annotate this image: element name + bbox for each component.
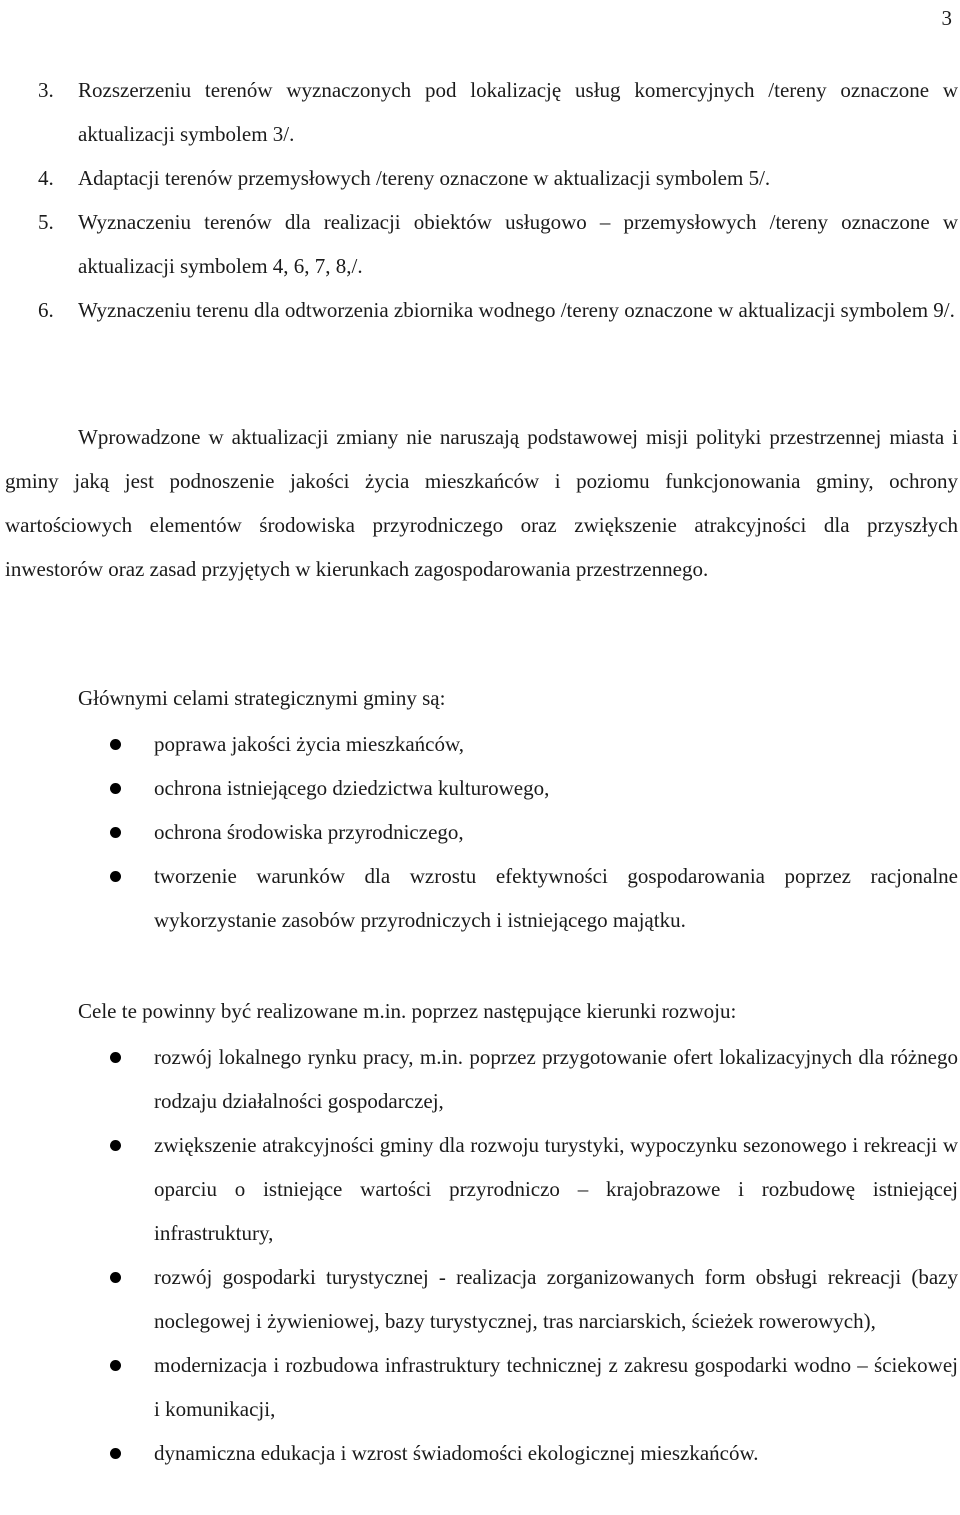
bullet-icon bbox=[110, 1272, 121, 1283]
numbered-list bbox=[0, 68, 960, 332]
item-number: 5. bbox=[38, 210, 54, 234]
list-item bbox=[0, 810, 960, 854]
body-paragraph: Wprowadzone w aktualizacji zmiany nie naruszają podstawowej misji polityki przestrzennej miasta i gminy jaką jest podnoszenie jakości życia mieszkańców i poziomu funkcjonowania gminy, ochrony wartościowych elementów środowiska przyrodniczego oraz zwiększenie atrakcyjności dla przyszłych inwestorów oraz zasad przyjętych w kierunkach zagospodarowania przestrzennego. bbox=[5, 425, 958, 581]
list-item bbox=[0, 1255, 960, 1343]
list-item-text: modernizacja i rozbudowa infrastruktury technicznej z zakresu gospodarki wodno – ściekowej i komunikacji, bbox=[154, 1353, 958, 1421]
list-item bbox=[0, 722, 960, 766]
item-number: 4. bbox=[38, 166, 54, 190]
list-item-text: ochrona środowiska przyrodniczego, bbox=[154, 820, 464, 844]
item-number: 3. bbox=[38, 78, 54, 102]
list-item-text: rozwój lokalnego rynku pracy, m.in. poprzez przygotowanie ofert lokalizacyjnych dla różnego rodzaju działalności gospodarczej, bbox=[154, 1045, 958, 1113]
bullet-icon bbox=[110, 1052, 121, 1063]
bullet-icon bbox=[110, 1448, 121, 1459]
numbered-item bbox=[0, 200, 960, 288]
item-text: Wyznaczeniu terenu dla odtworzenia zbiornika wodnego /tereny oznaczone w aktualizacji symbolem 9/. bbox=[78, 298, 955, 322]
bullet-icon bbox=[110, 1360, 121, 1371]
page-number: 3 bbox=[941, 6, 952, 30]
item-text: Wyznaczeniu terenów dla realizacji obiektów usługowo – przemysłowych /tereny oznaczone w aktualizacji symbolem 4, 6, 7, 8,/. bbox=[78, 210, 958, 278]
list-item bbox=[0, 1431, 960, 1475]
bullet-icon bbox=[110, 739, 121, 750]
list-item bbox=[0, 1035, 960, 1123]
goals-list bbox=[0, 722, 960, 942]
list-item-text: poprawa jakości życia mieszkańców, bbox=[154, 732, 465, 756]
list-item-text: rozwój gospodarki turystycznej - realizacja zorganizowanych form obsługi rekreacji (bazy noclegowej i żywieniowej, bazy turystycznej, tras narciarskich, ścieżek rowerowych), bbox=[154, 1265, 958, 1333]
list-item bbox=[0, 1343, 960, 1431]
directions-lead: Cele te powinny być realizowane m.in. poprzez następujące kierunki rozwoju: bbox=[78, 999, 737, 1023]
item-text: Rozszerzeniu terenów wyznaczonych pod lokalizację usług komercyjnych /tereny oznaczone w aktualizacji symbolem 3/. bbox=[78, 78, 958, 146]
list-item-text: dynamiczna edukacja i wzrost świadomości ekologicznej mieszkańców. bbox=[154, 1441, 759, 1465]
item-text: Adaptacji terenów przemysłowych /tereny oznaczone w aktualizacji symbolem 5/. bbox=[78, 166, 771, 190]
bullet-icon bbox=[110, 827, 121, 838]
item-number: 6. bbox=[38, 298, 54, 322]
list-item-text: tworzenie warunków dla wzrostu efektywności gospodarowania poprzez racjonalne wykorzystanie zasobów przyrodniczych i istniejącego majątku. bbox=[154, 864, 958, 932]
bullet-icon bbox=[110, 1140, 121, 1151]
numbered-item bbox=[0, 68, 960, 156]
directions-list bbox=[0, 1035, 960, 1475]
list-item-text: ochrona istniejącego dziedzictwa kulturowego, bbox=[154, 776, 550, 800]
goals-lead: Głównymi celami strategicznymi gminy są: bbox=[78, 686, 446, 710]
list-item bbox=[0, 1123, 960, 1255]
numbered-item bbox=[0, 288, 960, 332]
list-item-text: zwiększenie atrakcyjności gminy dla rozwoju turystyki, wypoczynku sezonowego i rekreacji w oparciu o istniejące wartości przyrodniczo – krajobrazowe i rozbudowę istniejącej infrastruktury, bbox=[154, 1133, 958, 1245]
bullet-icon bbox=[110, 783, 121, 794]
list-item bbox=[0, 766, 960, 810]
list-item bbox=[0, 854, 960, 942]
numbered-item bbox=[0, 156, 960, 200]
bullet-icon bbox=[110, 871, 121, 882]
